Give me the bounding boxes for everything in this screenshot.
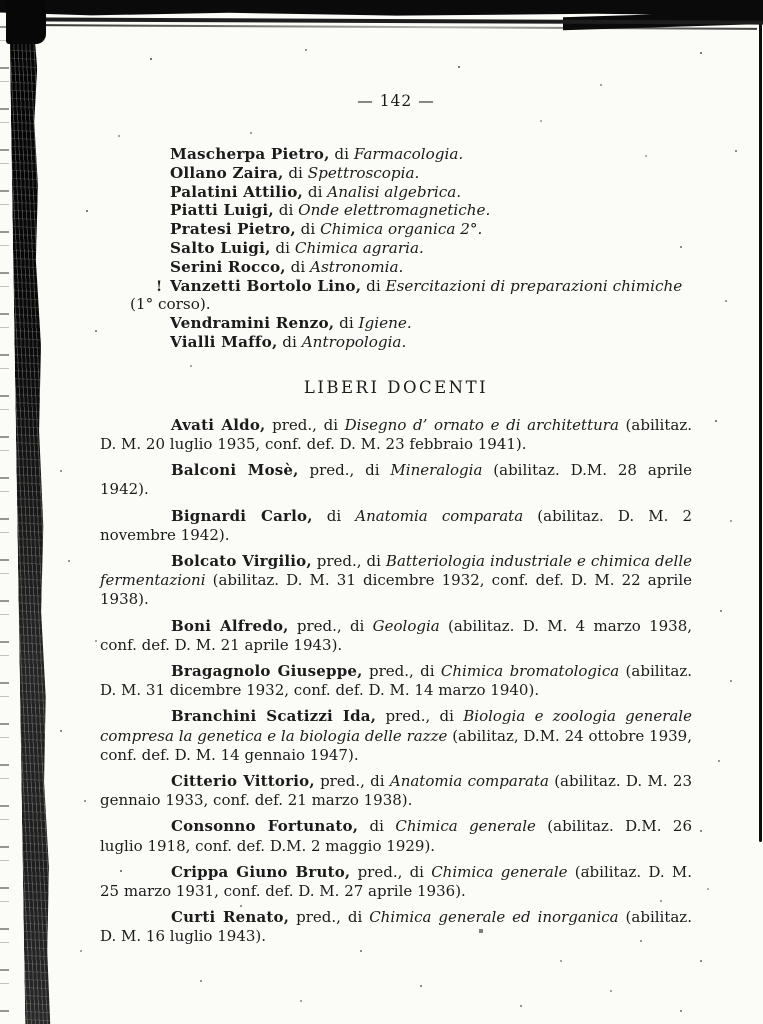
discipline-label: Mineralogia xyxy=(390,461,483,480)
connector-text: pred., di xyxy=(362,662,441,680)
person-name: Bragagnolo Giuseppe, xyxy=(171,662,363,680)
scan-top-left-blob xyxy=(6,0,46,44)
person-name: Crippa Giuno Bruto, xyxy=(171,862,351,881)
staff-entry xyxy=(130,220,692,239)
decree-info: (abilitaz, D.M. 24 ottobre 1939, conf. def. D. M. 14 gennaio 1947). xyxy=(100,726,692,764)
person-name: Balconi Mosè, xyxy=(171,461,299,480)
discipline-label: Geologia xyxy=(372,616,440,635)
scan-right-edge-line xyxy=(759,8,762,842)
decree-info: (abilitaz. D. M. 31 dicembre 1932, conf. def. D. M. 22 aprile 1938). xyxy=(100,571,692,609)
person-name: Avati Aldo, xyxy=(171,415,266,434)
connector-text: di xyxy=(358,817,396,836)
docente-entry xyxy=(100,552,692,610)
staff-entry xyxy=(130,183,692,202)
page-number: — 142 — xyxy=(357,92,435,110)
person-name: Citterio Vittorio, xyxy=(171,772,315,791)
discipline-label: Chimica bromatologica xyxy=(440,662,620,680)
staff-list xyxy=(130,145,692,352)
person-name: Bolcato Virgilio, xyxy=(171,551,312,570)
discipline-label: Biologia e zoologia generale compresa la genetica e la biologia delle razze xyxy=(100,707,692,745)
connector-text: di xyxy=(312,506,356,525)
docente-entry xyxy=(100,817,692,855)
docente-entry xyxy=(100,662,692,700)
connector-text: di xyxy=(329,145,354,163)
decree-info: (abilitaz. D. M. 4 marzo 1938, conf. def. D. M. 21 aprile 1943). xyxy=(100,616,693,654)
person-name: Bignardi Carlo, xyxy=(171,506,313,525)
person-name: Boni Alfredo, xyxy=(171,616,289,635)
discipline-label: Chimica generale xyxy=(395,817,536,836)
page-content xyxy=(100,0,692,954)
staff-entry xyxy=(130,145,692,164)
connector-text: pred., di xyxy=(265,415,345,434)
liberi-docenti-list xyxy=(100,416,692,947)
person-name: Consonno Fortunato, xyxy=(171,817,359,836)
decree-info: (abilitaz. D. M. 31 dicembre 1932, conf. def. D. M. 14 marzo 1940). xyxy=(100,662,692,700)
docente-entry xyxy=(100,461,692,499)
decree-info: (abilitaz. D. M. 20 luglio 1935, conf. def. D. M. 23 febbraio 1941). xyxy=(100,415,692,453)
connector-text: di xyxy=(285,257,311,276)
connector-text: di xyxy=(270,238,295,257)
person-name: Vanzetti Bortolo Lino, xyxy=(170,276,362,295)
staff-entry xyxy=(130,277,692,315)
connector-text: pred., di xyxy=(314,772,390,791)
staff-entry xyxy=(130,164,692,183)
docente-entry xyxy=(100,707,692,765)
connector-text: pred., di xyxy=(288,616,373,635)
docente-entry xyxy=(100,416,692,454)
wrap-line: (1° corso). xyxy=(130,295,211,314)
connector-text: di xyxy=(303,182,328,201)
decree-info: (abilitaz. D.M. 26 luglio 1918, conf. def. D.M. 2 maggio 1929). xyxy=(100,817,692,855)
staff-entry xyxy=(130,239,692,258)
discipline-label: Chimica generale xyxy=(431,862,568,881)
docente-entry xyxy=(100,863,692,901)
discipline-label: Chimica agraria. xyxy=(294,238,424,257)
docente-entry xyxy=(100,772,692,810)
discipline-label: Astronomia. xyxy=(310,257,404,276)
discipline-label: Anatomia comparata xyxy=(355,506,524,525)
decree-info: (abilitaz. D.M. 28 aprile 1942). xyxy=(100,461,692,499)
person-name: Palatini Attilio, xyxy=(170,182,304,201)
person-name: Vialli Maffo, xyxy=(170,332,278,351)
discipline-label: Onde elettromagnetiche. xyxy=(298,201,491,220)
docente-entry xyxy=(100,617,692,655)
binding-fray-marks xyxy=(0,0,9,1024)
discipline-label: Anatomia comparata xyxy=(389,772,549,791)
person-name: Serini Rocco, xyxy=(170,257,286,276)
discipline-label: Batteriologia industriale e chimica delle fermentazioni xyxy=(100,551,692,590)
binding-dark-band xyxy=(9,0,53,1024)
discipline-label: Analisi algebrica. xyxy=(327,182,462,201)
person-name: Pratesi Pietro, xyxy=(170,220,296,239)
decree-info: (abilitaz. D. M. 23 gennaio 1933, conf. def. 21 marzo 1938). xyxy=(100,772,693,810)
connector-text: pred., di xyxy=(289,908,370,927)
decree-info: (abilitaz. D. M. 25 marzo 1931, conf. def. D. M. 27 aprile 1936). xyxy=(100,862,693,901)
staff-entry xyxy=(130,314,692,333)
connector-text: pred., di xyxy=(298,461,391,480)
person-name: Mascherpa Pietro, xyxy=(170,145,330,163)
book-binding-edge xyxy=(0,0,50,1024)
connector-text: pred., di xyxy=(350,862,432,881)
discipline-label: Chimica generale ed inorganica xyxy=(369,908,619,927)
docente-entry xyxy=(100,507,692,545)
section-header: LIBERI DOCENTI xyxy=(303,377,489,397)
discipline-label: Spettroscopia. xyxy=(307,163,420,182)
ink-mark: ! xyxy=(156,278,163,295)
connector-text: pred., di xyxy=(311,551,386,570)
person-name: Branchini Scatizzi Ida, xyxy=(171,707,377,726)
decree-info: (abilitaz. D. M. 2 novembre 1942). xyxy=(100,506,692,544)
discipline-label: Esercitazioni di preparazioni chimiche xyxy=(385,276,683,295)
discipline-label: Disegno d’ ornato e di architettura xyxy=(344,415,619,434)
discipline-label: Chimica organica 2°. xyxy=(320,220,483,239)
connector-text: di xyxy=(277,332,302,351)
staff-entry xyxy=(130,201,692,220)
decree-info: (abilitaz. D. M. 16 luglio 1943). xyxy=(100,908,692,946)
connector-text: pred., di xyxy=(376,707,464,726)
connector-text: di xyxy=(361,276,386,295)
staff-entry xyxy=(130,258,692,277)
discipline-label: Antropologia. xyxy=(301,332,407,351)
person-name: Vendramini Renzo, xyxy=(170,314,335,333)
connector-text: di xyxy=(283,163,308,182)
discipline-label: Farmacologia. xyxy=(353,145,464,163)
person-name: Salto Luigi, xyxy=(170,238,271,257)
staff-entry xyxy=(130,333,692,352)
connector-text: di xyxy=(273,201,299,220)
person-name: Piatti Luigi, xyxy=(170,201,274,220)
connector-text: di xyxy=(295,220,321,239)
connector-text: di xyxy=(334,314,359,333)
person-name: Ollano Zaira, xyxy=(170,163,284,182)
discipline-label: Igiene. xyxy=(358,314,412,333)
person-name: Curti Renato, xyxy=(171,908,290,927)
docente-entry xyxy=(100,908,692,946)
